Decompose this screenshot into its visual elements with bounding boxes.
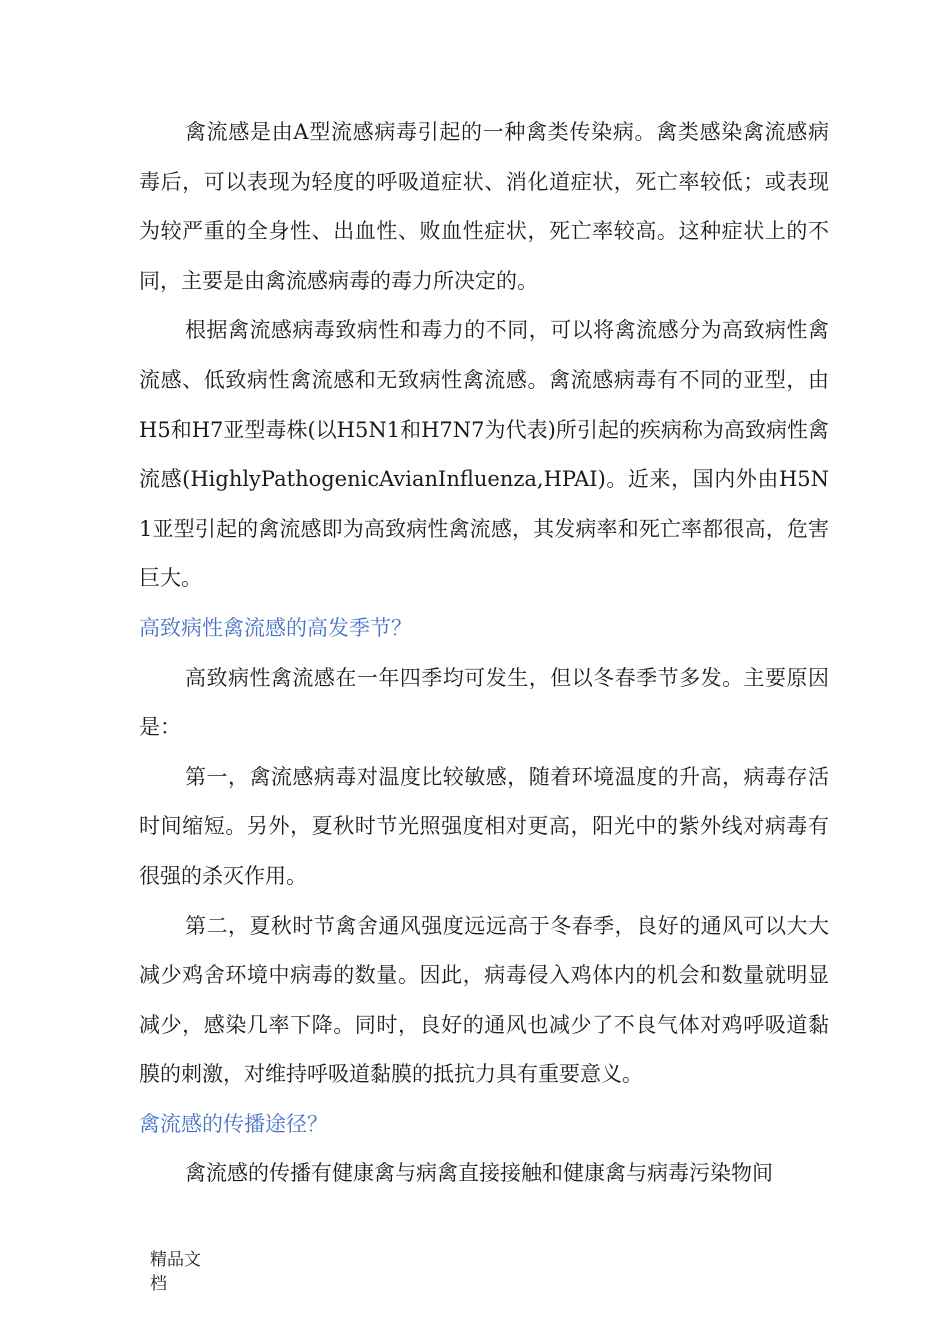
paragraph-definition: 禽流感是由A型流感病毒引起的一种禽类传染病。禽类感染禽流感病毒后，可以表现为轻度的呼吸道症状、消化道症状，死亡率较低；或表现为较严重的全身性、出血性、败血性症状，死亡率较高。这种症状上的不同，主要是由禽流感病毒的毒力所决定的。 xyxy=(139,120,829,293)
heading-transmission: 禽流感的传播途径？ xyxy=(139,1111,328,1136)
paragraph-reason-one: 第一，禽流感病毒对温度比较敏感，随着环境温度的升高，病毒存活时间缩短。另外，夏秋时节光照强度相对更高，阳光中的紫外线对病毒有很强的杀灭作用。 xyxy=(139,764,829,888)
paragraph-transmission: 禽流感的传播有健康禽与病禽直接接触和健康禽与病毒污染物间 xyxy=(185,1161,773,1186)
heading-high-season: 高致病性禽流感的高发季节？ xyxy=(139,615,412,640)
footer-label: 精品文档 xyxy=(150,1250,201,1294)
paragraph-season-intro: 高致病性禽流感在一年四季均可发生，但以冬春季节多发。主要原因是： xyxy=(139,665,829,740)
paragraph-classification: 根据禽流感病毒致病性和毒力的不同，可以将禽流感分为高致病性禽流感、低致病性禽流感和无致病性禽流感。禽流感病毒有不同的亚型，由H5和H7亚型毒株(以H5N1和H7N7为代表)所引起的疾病称为高致病性禽流感(HighlyPathogenicAvianInfluenza,HPAI)。近来，国内外由H5N1亚型引起的禽流感即为高致病性禽流感，其发病率和死亡率都很高，危害巨大。 xyxy=(139,318,829,591)
document-body xyxy=(139,108,829,1199)
paragraph-reason-two: 第二，夏秋时节禽舍通风强度远远高于冬春季，良好的通风可以大大减少鸡舍环境中病毒的数量。因此，病毒侵入鸡体内的机会和数量就明显减少，感染几率下降。同时，良好的通风也减少了不良气体对鸡呼吸道黏膜的刺激，对维持呼吸道黏膜的抵抗力具有重要意义。 xyxy=(139,913,829,1087)
